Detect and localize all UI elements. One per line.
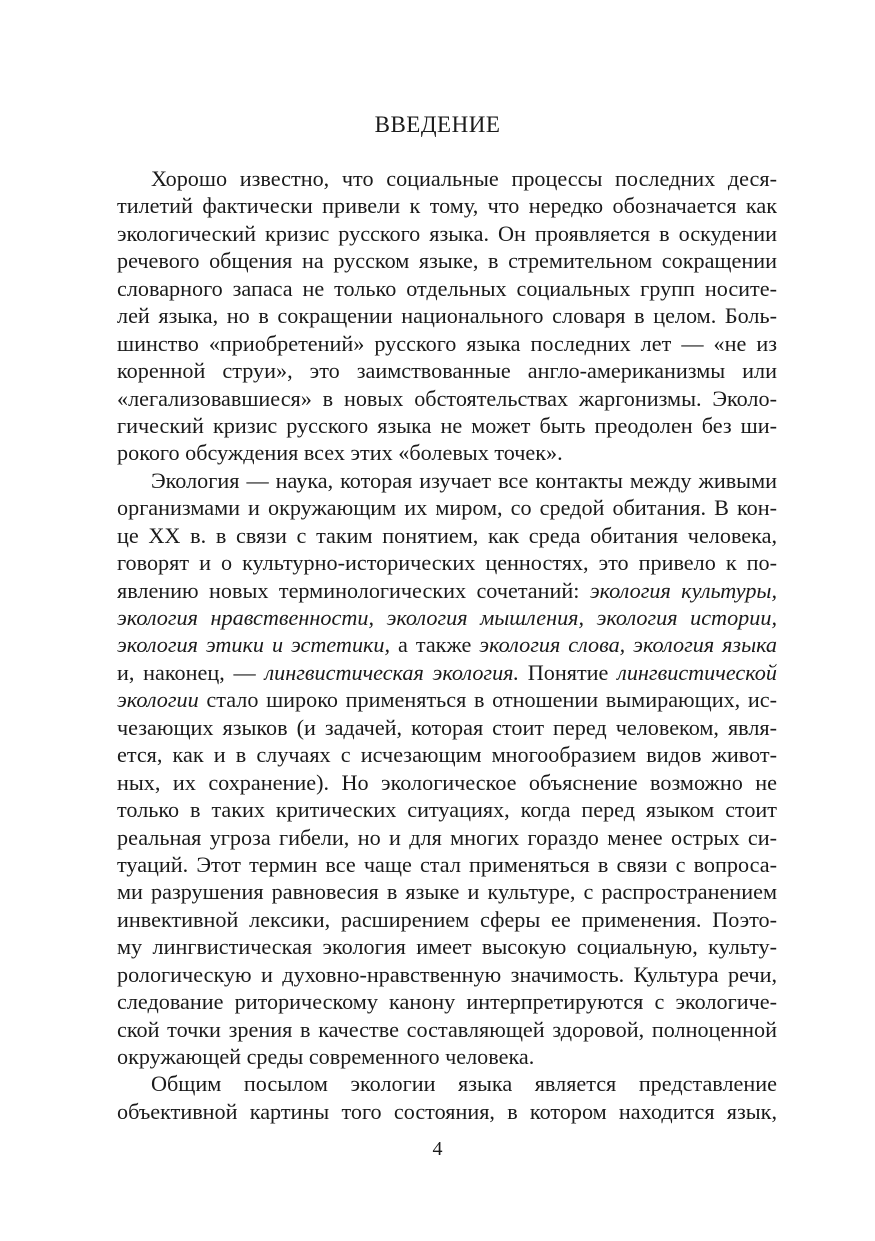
text-line [117,522,777,549]
italic-term: лингвистической [617,659,777,685]
page-number: 4 [432,1138,443,1160]
text-line [117,330,777,357]
text-line [117,494,777,521]
text-segment: Экология — наука, которая изучает все контакты между живыми [151,467,777,493]
text-segment: инвективной лексики, расширением сферы ее применения. Поэто- [117,906,777,932]
text-segment: му лингвистическая экология имеет высокую социальную, культу- [117,934,777,960]
text-line [117,165,777,192]
text-line [117,878,777,905]
italic-term: экология слова, экология языка [479,632,777,658]
text-line [117,1098,777,1125]
text-segment: «легализовавшиеся» в новых обстоятельствах жаргонизмы. Эколо- [117,385,777,411]
text-segment: организмами и окружающим их миром, со средой обитания. В кон- [117,495,777,521]
text-segment: коренной струи», это заимствованные англо-американизмы или [117,358,777,384]
text-line [117,631,777,658]
italic-term: экология культуры, [589,577,777,603]
text-segment: говорят и о культурно-исторических ценностях, это привело к по- [117,550,777,576]
text-segment: реальная угроза гибели, но и для многих гораздо менее острых си- [117,824,777,850]
text-line [117,933,777,960]
text-line [117,714,777,741]
italic-term: лингвистическая экология. [264,659,520,685]
text-line [117,1016,777,1043]
text-line [117,961,777,988]
text-line [117,824,777,851]
text-segment: рокого обсуждения всех этих «болевых точек». [117,440,563,466]
text-segment: ской точки зрения в качестве составляющей здоровой, полноценной [117,1016,777,1042]
text-line [117,412,777,439]
text-segment: лей языка, но в сокращении национального словаря в целом. Боль- [117,303,777,329]
body-text [117,165,777,1125]
text-segment: только в таких критических ситуациях, когда перед языком стоит [117,797,777,823]
paragraph [117,1070,777,1125]
text-line [117,385,777,412]
text-segment: окружающей среды современного человека. [117,1044,535,1069]
text-segment: тилетий фактически привели к тому, что нередко обозначается как [117,193,777,219]
paragraph [117,467,777,1071]
text-segment: ми разрушения равновесия в языке и культуре, с распространением [117,879,777,905]
text-segment: ется, как и в случаях с исчезающим многообразием видов живот- [117,742,777,768]
text-line [117,604,777,631]
italic-term: экологии [117,687,199,713]
text-segment: явлению новых терминологических сочетаний: [117,577,590,603]
page-title: ВВЕДЕНИЕ [374,112,501,137]
text-line [117,247,777,274]
text-line [117,686,777,713]
text-segment: экологический кризис русского языка. Он проявляется в оскудении [117,220,777,246]
text-line [117,906,777,933]
text-line [117,1070,777,1097]
text-segment: це XX в. в связи с таким понятием, как среда обитания человека, [117,522,777,548]
text-line [117,1043,777,1070]
text-line [117,577,777,604]
text-line [117,851,777,878]
text-segment: и, наконец, — [117,659,265,685]
text-line [117,549,777,576]
text-line [117,220,777,247]
text-line [117,302,777,329]
text-segment: стало широко применяться в отношении вымирающих, ис- [198,687,777,713]
text-line [117,275,777,302]
text-segment: гический кризис русского языка не может быть преодолен без ши- [117,412,777,438]
text-line [117,467,777,494]
text-line [117,741,777,768]
text-segment: объективной картины того состояния, в котором находится язык, [117,1098,777,1124]
text-line [117,192,777,219]
text-segment: следование риторическому канону интерпретируются с экологиче- [117,989,777,1015]
text-line [117,439,777,466]
text-segment: словарного запаса не только отдельных социальных групп носите- [117,275,777,301]
italic-term: экология нравственности, экология мышления, экология истории, [117,605,777,630]
text-line [117,357,777,384]
text-line [117,988,777,1015]
text-segment: туаций. Этот термин все чаще стал применяться в связи с вопроса- [117,851,777,877]
text-segment: шинство «приобретений» русского языка последних лет — «не из [117,330,777,356]
paragraph [117,165,777,467]
text-line [117,796,777,823]
italic-term: экология этики и эстетики, [117,632,391,658]
text-segment: рологическую и духовно-нравственную значимость. Культура речи, [117,961,777,987]
text-segment: ных, их сохранение). Но экологическое объяснение возможно не [117,769,777,795]
text-line [117,659,777,686]
text-segment: Хорошо известно, что социальные процессы последних деся- [151,166,777,191]
text-segment: речевого общения на русском языке, в стремительном сокращении [117,248,777,274]
text-segment: а также [390,632,480,658]
text-segment: чезающих языков (и задачей, которая стоит перед человеком, явля- [117,714,777,740]
text-segment: Общим посылом экологии языка является представление [151,1071,777,1097]
text-line [117,769,777,796]
text-segment: Понятие [519,659,618,685]
